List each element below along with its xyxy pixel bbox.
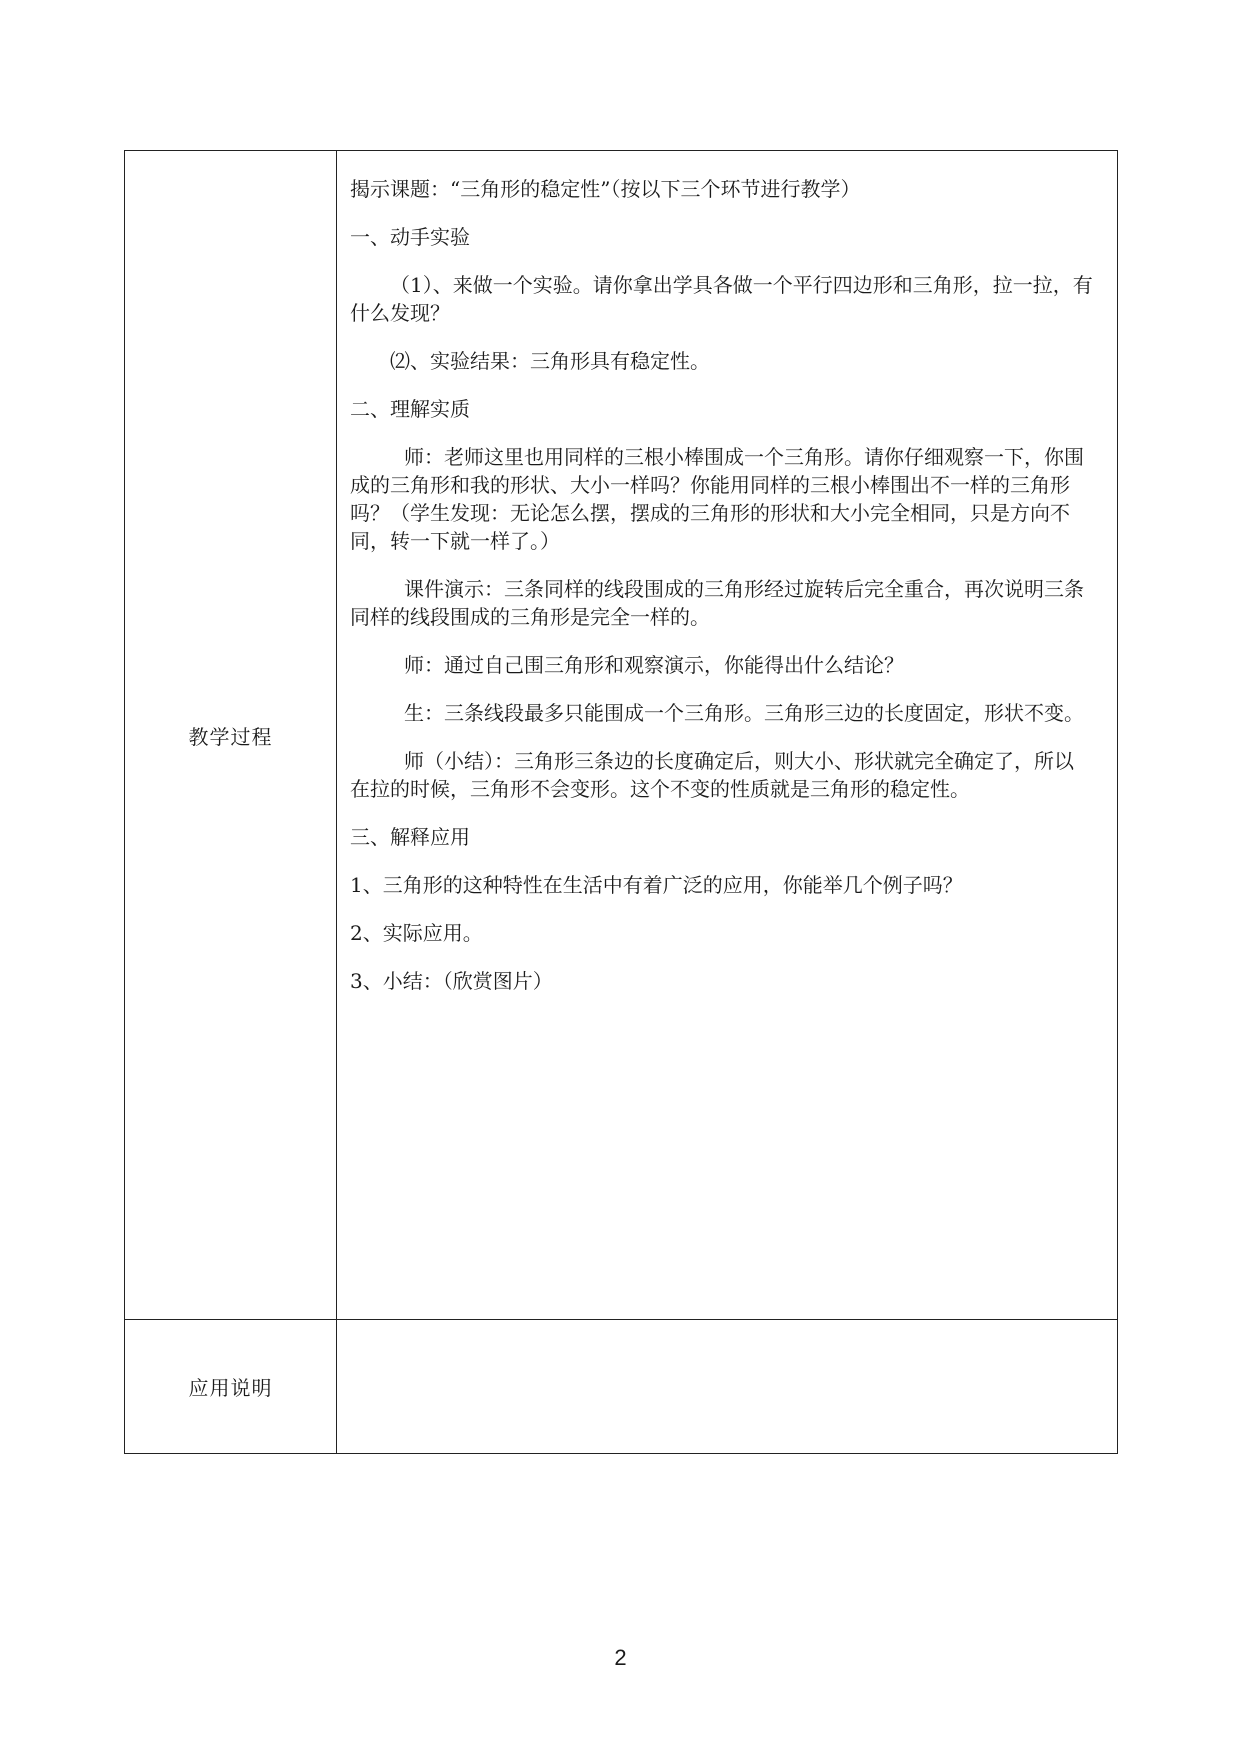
section-heading-1: 一、动手实验 — [350, 225, 470, 249]
application-notes-row — [125, 1320, 1118, 1454]
teacher-question: 师：通过自己围三角形和观察演示，你能得出什么结论？ — [404, 653, 904, 677]
teaching-process-row — [125, 151, 1118, 1320]
teacher-summary: 师（小结）：三角形三条边的长度确定后，则大小、形状就完全确定了，所以在拉的时候，三角形不会变形。这个不变的性质就是三角形的稳定性。 — [350, 749, 1074, 801]
experiment-step-1: （1）、来做一个实验。请你拿出学具各做一个平行四边形和三角形，拉一拉，有什么发现？ — [350, 273, 1093, 325]
teacher-dialogue-1: 师：老师这里也用同样的三根小棒围成一个三角形。请你仔细观察一下，你围成的三角形和我的形状、大小一样吗？你能用同样的三根小棒围出不一样的三角形吗？（学生发现：无论怎么摆，摆成的三角形的形状和大小完全相同，只是方向不同，转一下就一样了。） — [350, 445, 1084, 553]
application-item-3: 3、小结：（欣赏图片） — [350, 969, 553, 993]
application-notes-content-cell — [337, 1320, 1118, 1454]
page-number: 2 — [614, 1645, 627, 1670]
lesson-plan-table — [124, 150, 1118, 1454]
section-heading-2: 二、理解实质 — [350, 397, 470, 421]
application-notes-label: 应用说明 — [125, 1320, 337, 1454]
teaching-process-label: 教学过程 — [125, 151, 337, 1320]
teaching-process-content-cell — [337, 151, 1118, 1320]
experiment-step-2: ⑵、实验结果：三角形具有稳定性。 — [390, 349, 710, 373]
topic-intro: 揭示课题：“三角形的稳定性”（按以下三个环节进行教学） — [350, 177, 861, 201]
courseware-demo: 课件演示：三条同样的线段围成的三角形经过旋转后完全重合，再次说明三条同样的线段围成的三角形是完全一样的。 — [350, 577, 1084, 629]
student-answer: 生：三条线段最多只能围成一个三角形。三角形三边的长度固定，形状不变。 — [404, 701, 1084, 725]
application-item-2: 2、实际应用。 — [350, 921, 483, 945]
teaching-process-content — [337, 151, 1117, 995]
application-item-1: 1、三角形的这种特性在生活中有着广泛的应用，你能举几个例子吗？ — [350, 873, 963, 897]
section-heading-3: 三、解释应用 — [350, 825, 470, 849]
